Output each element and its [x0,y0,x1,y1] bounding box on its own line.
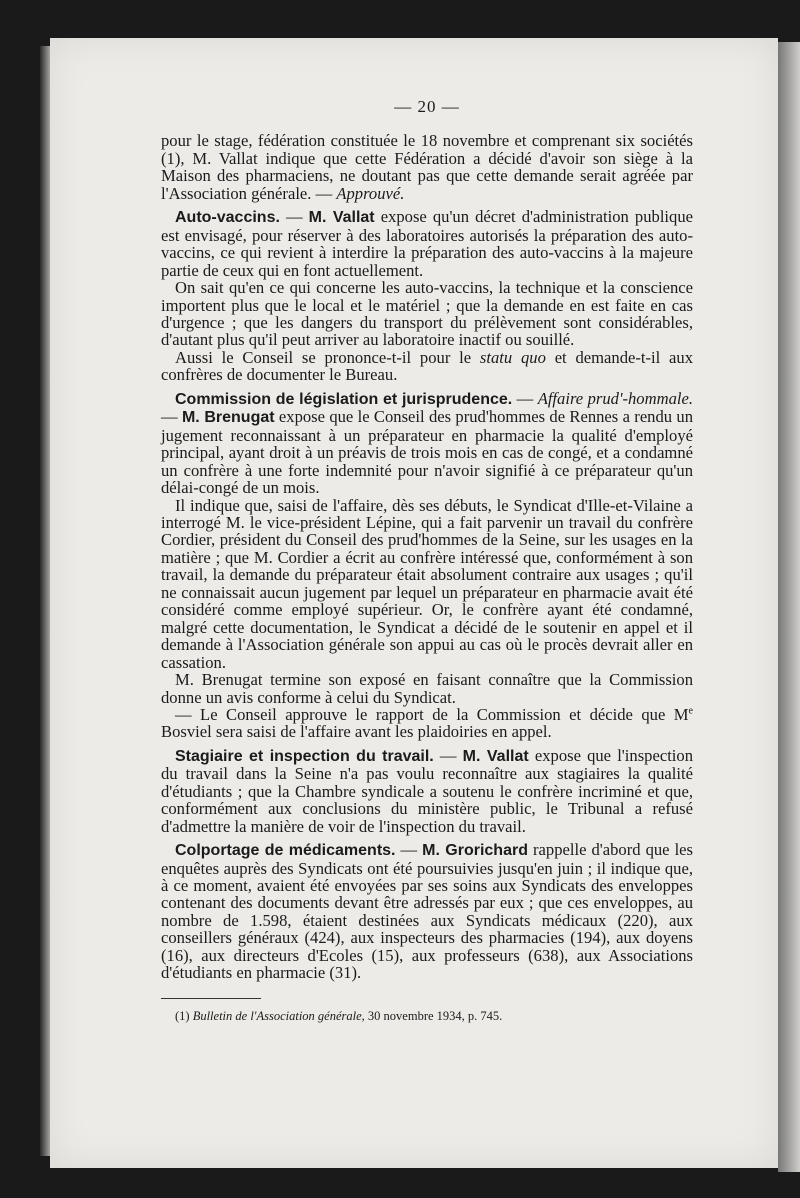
speaker-name: M. Vallat [462,747,529,765]
section-heading: Colportage de médicaments. [175,842,396,860]
paragraph: Il indique que, saisi de l'affaire, dès ses débuts, le Syndicat d'Ille-et-Vilaine a interrogé M. le vice-président Lépine, qui a fait parvenir un travail du confrère Cordier, président du Conseil des prud'hommes de la Seine, sur les usages en la matière ; que M. Cordier a écrit au confrère intéressé que, conformément à son travail, la demande du préparateur était absolument contraire aux usages ; qu'il ne connaissait aucun jugement par lequel un préparateur en pharmacie avait été considéré comme employé supérieur. Or, le confrère ayant été condamné, malgré cette documentation, le Syndicat a décidé de le soutenir en appel et il demande à l'Association générale son appui au cas où le procès devrait aller en cassation. [161,495,693,672]
page-number: — 20 — [394,97,460,116]
paragraph: M. Brenugat termine son exposé en faisant connaître que la Commission donne un avis conforme à celui du Syndicat. [161,670,693,707]
paragraph-intro: pour le stage, fédération constituée le 18 novembre et comprenant six sociétés (1), M. Vallat indique que cette Fédération a décidé d'avoir son siège à la Maison des pharmaciens, ne doutant pas que cette demande serait agréée par l'Association générale. — Approuvé. [161,131,693,203]
page-content [161,98,693,1024]
section-heading: Auto-vaccins. [175,209,280,227]
section-commission: Commission de législation et jurisprudence. — Affaire prud'-hommale. — M. Brenugat expose que le Conseil des prud'hommes de Rennes a rendu un jugement reconnaissant à un préparateur en pharmacie la qualité d'employé principal, ayant droit à un préavis de trois mois en cas de congé, et a condamné un confrère à une forte indemnité pour n'avoir signifié à ce préparateur qu'un délai-congé de un mois. [161,388,693,498]
facing-page-edge [778,42,800,1172]
paragraph: On sait qu'en ce qui concerne les auto-vaccins, la technique et la conscience importent plus que le local et le matériel ; que la demande en est faite en cas d'urgence ; que les dangers du transport du prélèvement sont considérables, d'autant plus qu'il peut arriver au laboratoire inactif ou souillé. [161,278,693,350]
section-colportage: Colportage de médicaments. — M. Grorichard rappelle d'abord que les enquêtes auprès des Syndicats ont été poursuivies jusqu'en juin ; il indique que, à ce moment, avaient été envoyées par ses soins aux Syndicats des enveloppes contenant des documents devant être adressés par eux ; que ces enveloppes, au nombre de 1.598, étaient destinées aux Syndicats médicaux (220), aux conseillers généraux (424), aux inspecteurs des pharmacies (194), aux doyens (16), aux directeurs d'Ecoles (15), aux professeurs (638), aux Associations d'étudiants en pharmacie (31). [161,840,694,983]
speaker-name: M. Grorichard [422,842,528,860]
footnote-divider [161,998,261,999]
section-heading: Stagiaire et inspection du travail. [175,747,434,765]
section-auto-vaccins: Auto-vaccins. — M. Vallat expose qu'un décret d'administration publique est envisagé, pour réserver à des laboratoires autorisés la préparation des auto-vaccins, ce qui revient à interdire la préparation des auto-vaccins à la majeure partie de ceux qui en font actuellement. [161,207,693,280]
section-stagiaire: Stagiaire et inspection du travail. — M. Vallat expose que l'inspection du travail dans la Seine n'a pas voulu reconnaître aux stagiaires la qualité d'étudiants ; que la Chambre syndicale a soutenu le confrère incriminé et que, conformément aux conclusions du ministère public, le Tribunal a refusé d'admettre la manière de voir de l'inspection du travail. [161,745,694,836]
footnote: (1) Bulletin de l'Association générale, 30 novembre 1934, p. 745. [175,1008,503,1023]
paragraph: Aussi le Conseil se prononce-t-il pour le statu quo et demande-t-il aux confrères de documenter le Bureau. [161,347,693,385]
section-heading: Commission de législation et jurisprudence. [175,390,513,408]
speaker-name: M. Vallat [308,209,375,227]
paragraph: — Le Conseil approuve le rapport de la Commission et décide que Me Bosviel sera saisi de l'affaire avant les plaidoiries en appel. [161,704,693,742]
speaker-name: M. Brenugat [181,409,275,427]
